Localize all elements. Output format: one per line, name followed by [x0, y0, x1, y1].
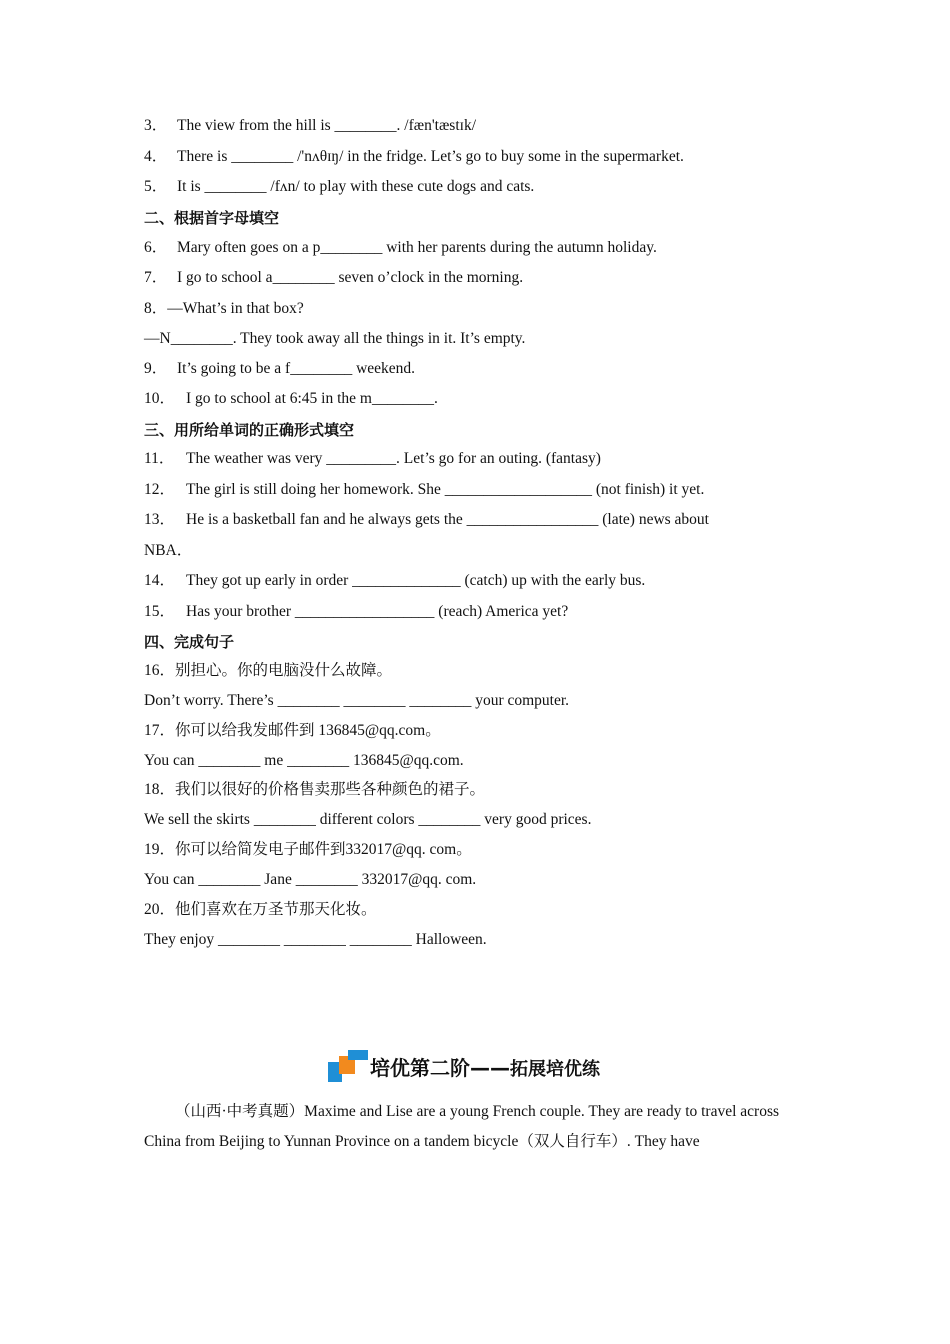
question-number: 3．: [144, 117, 168, 134]
question-text: He is a basketball fan and he always gets the _________________ (late) news about: [186, 511, 709, 528]
question-text: Mary often goes on a p________ with her parents during the autumn holiday.: [177, 239, 657, 256]
question-18-chinese: 18．我们以很好的价格售卖那些各种颜色的裙子。: [144, 781, 486, 798]
question-text: It is ________ /fʌn/ to play with these cute dogs and cats.: [177, 178, 535, 195]
question-10: [144, 389, 438, 409]
question-19-english: You can ________ Jane ________ 332017@qq. com.: [144, 871, 477, 888]
question-6: [144, 238, 657, 258]
question-9: [144, 359, 415, 379]
question-text: The girl is still doing her homework. She ___________________ (not finish) it yet.: [186, 481, 705, 498]
question-number: 13．: [144, 511, 176, 528]
question-number: 9．: [144, 360, 168, 377]
question-text: I go to school at 6:45 in the m________.: [186, 390, 438, 407]
question-16-chinese: 16．别担心。你的电脑没什么故障。: [144, 662, 393, 679]
blocks-logo-icon: [328, 1050, 370, 1084]
question-number: 7．: [144, 269, 168, 286]
question-12: [144, 480, 704, 500]
question-14: [144, 571, 645, 591]
question-8-line-1: 8．—What’s in that box?: [144, 300, 304, 317]
question-19-chinese: 19．你可以给简发电子邮件到332017@qq. com。: [144, 841, 472, 858]
question-number: 15．: [144, 603, 176, 620]
question-15: [144, 602, 568, 622]
question-number: 14．: [144, 572, 176, 589]
question-number: 6．: [144, 239, 168, 256]
question-text: There is ________ /'nʌθɪŋ/ in the fridge. Let’s go to buy some in the supermarket.: [177, 148, 684, 165]
question-number: 5．: [144, 178, 168, 195]
question-3: [144, 116, 476, 136]
section-heading-4: 四、完成句子: [144, 633, 235, 651]
question-text: They got up early in order ______________ (catch) up with the early bus.: [186, 572, 646, 589]
question-17-chinese: 17．你可以给我发邮件到 136845@qq.com。: [144, 722, 441, 739]
question-text: It’s going to be a f________ weekend.: [177, 360, 416, 377]
section-heading-2: 二、根据首字母填空: [144, 209, 280, 227]
question-13-continued: NBA．: [144, 542, 193, 559]
question-18-english: We sell the skirts ________ different colors ________ very good prices.: [144, 811, 592, 828]
question-13: [144, 510, 709, 530]
question-4: [144, 147, 684, 167]
question-11: [144, 449, 601, 469]
section-title-text: 培优第二阶——拓展培优练: [370, 1056, 600, 1080]
question-8-line-2: —N________. They took away all the things in it. It’s empty.: [144, 330, 526, 347]
question-20-english: They enjoy ________ ________ ________ Halloween.: [144, 931, 487, 948]
question-20-chinese: 20．他们喜欢在万圣节那天化妆。: [144, 901, 377, 918]
question-number: 10．: [144, 390, 176, 407]
section-title: [328, 1048, 600, 1084]
question-7: [144, 268, 523, 288]
question-number: 11．: [144, 450, 175, 467]
question-17-english: You can ________ me ________ 136845@qq.com.: [144, 752, 464, 769]
reading-passage: （山西·中考真题）Maxime and Lise are a young French couple. They are ready to travel across China from Beijing to Yunnan Province on a tandem bicycle（双人自行车）. They have: [144, 1103, 780, 1150]
question-text: The weather was very _________. Let’s go for an outing. (fantasy): [186, 450, 601, 467]
question-number: 4．: [144, 148, 168, 165]
question-text: Has your brother __________________ (reach) America yet?: [186, 603, 569, 620]
section-heading-3: 三、用所给单词的正确形式填空: [144, 421, 355, 439]
question-text: The view from the hill is ________. /fæn'tæstɪk/: [177, 117, 476, 134]
question-16-english: Don’t worry. There’s ________ ________ ________ your computer.: [144, 692, 570, 709]
question-5: [144, 177, 534, 197]
question-text: I go to school a________ seven o’clock in the morning.: [177, 269, 524, 286]
question-number: 12．: [144, 481, 176, 498]
